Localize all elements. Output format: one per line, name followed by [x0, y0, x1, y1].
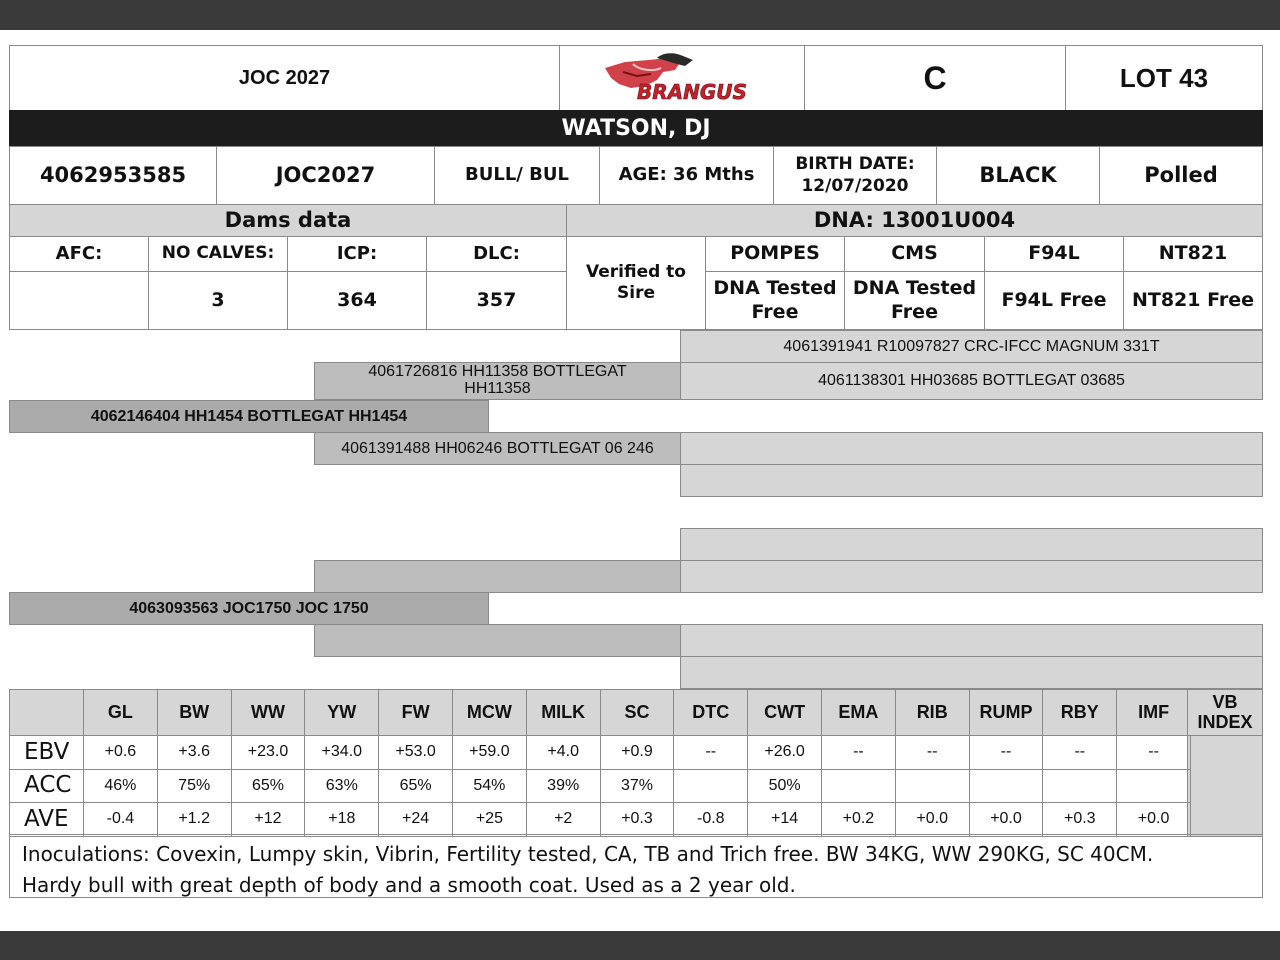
- dams-value-dlc: 357: [426, 271, 567, 330]
- pedigree-sire-sire: 4061726816 HH11358 BOTTLEGAT HH11358: [314, 362, 681, 400]
- header-code: JOC 2027: [9, 45, 560, 111]
- ebv-acc-ww: 65%: [231, 769, 306, 804]
- dams-header-no-calves: NO CALVES:: [148, 236, 288, 272]
- ebv-header-ema: EMA: [821, 689, 896, 736]
- dams-data-title: Dams data: [9, 204, 567, 237]
- ebv-header-milk: MILK: [526, 689, 601, 736]
- dna-verified: Verified to Sire: [566, 236, 706, 330]
- pedigree-sire: 4062146404 HH1454 BOTTLEGAT HH1454: [9, 400, 489, 433]
- ebv-ebv-rump: --: [969, 735, 1044, 770]
- pedigree-dam-sire-sire: [680, 528, 1263, 561]
- ebv-acc-mcw: 54%: [452, 769, 527, 804]
- ebv-acc-yw: 63%: [304, 769, 379, 804]
- ebv-header-dtc: DTC: [673, 689, 748, 736]
- notes-line-1: Inoculations: Covexin, Lumpy skin, Vibrin, Fertility tested, CA, TB and Trich free. BW 34KG, WW 290KG, SC 40CM.: [22, 842, 1154, 866]
- birth-date-label: BIRTH DATE:: [795, 154, 915, 175]
- ebv-acc-sc: 37%: [600, 769, 675, 804]
- ebv-acc-rib: [895, 769, 970, 804]
- ebv-ebv-yw: +34.0: [304, 735, 379, 770]
- pedigree-dam-dam-sire: [680, 624, 1263, 657]
- ebv-ave-mcw: +25: [452, 802, 527, 837]
- pedigree-sire-sire-sire: 4061391941 R10097827 CRC-IFCC MAGNUM 331T: [680, 330, 1263, 363]
- animal-age: AGE: 36 Mths: [599, 146, 774, 205]
- ebv-ebv-milk: +4.0: [526, 735, 601, 770]
- ebv-ave-sc: +0.3: [600, 802, 675, 837]
- ebv-acc-dtc: [673, 769, 748, 804]
- dna-test-f94l-result: F94L Free: [984, 271, 1124, 330]
- ebv-header-ww: WW: [231, 689, 306, 736]
- ebv-ave-ww: +12: [231, 802, 306, 837]
- ebv-acc-imf: [1116, 769, 1191, 804]
- dna-title: DNA: 13001U004: [566, 204, 1263, 237]
- dna-test-nt821-name: NT821: [1123, 236, 1263, 272]
- pedigree-sire-dam-dam: [680, 464, 1263, 497]
- pedigree-sire-dam: 4061391488 HH06246 BOTTLEGAT 06 246: [314, 432, 681, 465]
- birth-date-value: 12/07/2020: [801, 175, 909, 196]
- ebv-acc-ema: [821, 769, 896, 804]
- ebv-ave-gl: -0.4: [83, 802, 158, 837]
- ebv-ave-imf: +0.0: [1116, 802, 1191, 837]
- ebv-ebv-bw: +3.6: [157, 735, 232, 770]
- ebv-acc-bw: 75%: [157, 769, 232, 804]
- ebv-header-gl: GL: [83, 689, 158, 736]
- ebv-row-label-ebv: EBV: [9, 735, 84, 770]
- animal-color: BLACK: [936, 146, 1100, 205]
- ebv-ebv-imf: --: [1116, 735, 1191, 770]
- ebv-header-mcw: MCW: [452, 689, 527, 736]
- ebv-ave-rby: +0.3: [1042, 802, 1117, 837]
- ebv-corner-cell: [9, 689, 84, 736]
- ebv-ave-ema: +0.2: [821, 802, 896, 837]
- ebv-ave-cwt: +14: [747, 802, 822, 837]
- ebv-ave-dtc: -0.8: [673, 802, 748, 837]
- ebv-ave-rib: +0.0: [895, 802, 970, 837]
- dna-test-nt821-result: NT821 Free: [1123, 271, 1263, 330]
- ebv-ebv-rby: --: [1042, 735, 1117, 770]
- notes: [9, 834, 1263, 898]
- ebv-acc-rby: [1042, 769, 1117, 804]
- ebv-header-rib: RIB: [895, 689, 970, 736]
- pedigree-dam-dam-dam: [680, 656, 1263, 689]
- ebv-row-label-acc: ACC: [9, 769, 84, 804]
- vb-index-value: [1187, 735, 1263, 837]
- bottom-frame-bar: [0, 931, 1280, 960]
- ebv-header-yw: YW: [304, 689, 379, 736]
- lot-number: LOT 43: [1065, 45, 1263, 111]
- ebv-ave-bw: +1.2: [157, 802, 232, 837]
- ebv-header-sc: SC: [600, 689, 675, 736]
- pedigree-dam-sire: [314, 560, 681, 593]
- ebv-acc-fw: 65%: [378, 769, 453, 804]
- owner-name: WATSON, DJ: [9, 110, 1263, 147]
- grade: C: [804, 45, 1066, 111]
- dna-test-pompes-result: DNA Tested Free: [705, 271, 845, 330]
- ebv-ebv-dtc: --: [673, 735, 748, 770]
- ebv-ebv-ww: +23.0: [231, 735, 306, 770]
- top-frame-bar: [0, 0, 1280, 30]
- ebv-ave-rump: +0.0: [969, 802, 1044, 837]
- ebv-ebv-cwt: +26.0: [747, 735, 822, 770]
- animal-id: 4062953585: [9, 146, 217, 205]
- dna-test-f94l-name: F94L: [984, 236, 1124, 272]
- dams-header-afc: AFC:: [9, 236, 149, 272]
- dams-value-no-calves: 3: [148, 271, 288, 330]
- ebv-acc-rump: [969, 769, 1044, 804]
- ebv-header-vb-index: VB INDEX: [1187, 689, 1263, 736]
- ebv-header-cwt: CWT: [747, 689, 822, 736]
- ebv-header-fw: FW: [378, 689, 453, 736]
- brangus-logo: [559, 45, 805, 111]
- dams-header-icp: ICP:: [287, 236, 427, 272]
- logo-text: BRANGUS: [637, 80, 747, 104]
- animal-sex: BULL/ BUL: [434, 146, 600, 205]
- dams-header-dlc: DLC:: [426, 236, 567, 272]
- ebv-ebv-rib: --: [895, 735, 970, 770]
- ebv-acc-gl: 46%: [83, 769, 158, 804]
- ebv-acc-cwt: 50%: [747, 769, 822, 804]
- ebv-header-bw: BW: [157, 689, 232, 736]
- ebv-row-label-ave: AVE: [9, 802, 84, 837]
- ebv-acc-milk: 39%: [526, 769, 601, 804]
- ebv-ebv-gl: +0.6: [83, 735, 158, 770]
- ebv-header-rump: RUMP: [969, 689, 1044, 736]
- pedigree-dam-sire-dam: [680, 560, 1263, 593]
- ebv-ebv-mcw: +59.0: [452, 735, 527, 770]
- notes-line-2: Hardy bull with great depth of body and a smooth coat. Used as a 2 year old.: [22, 873, 796, 897]
- ebv-ave-fw: +24: [378, 802, 453, 837]
- ebv-ave-yw: +18: [304, 802, 379, 837]
- dna-test-cms-name: CMS: [844, 236, 985, 272]
- ebv-header-imf: IMF: [1116, 689, 1191, 736]
- ebv-header-rby: RBY: [1042, 689, 1117, 736]
- ebv-ebv-sc: +0.9: [600, 735, 675, 770]
- dna-test-pompes-name: POMPES: [705, 236, 845, 272]
- bull-head-icon: [597, 50, 767, 106]
- dams-value-icp: 364: [287, 271, 427, 330]
- birth-date-cell: [773, 146, 937, 205]
- dna-test-cms-result: DNA Tested Free: [844, 271, 985, 330]
- ebv-ebv-ema: --: [821, 735, 896, 770]
- pedigree-dam-dam: [314, 624, 681, 657]
- animal-horn: Polled: [1099, 146, 1263, 205]
- ebv-ave-milk: +2: [526, 802, 601, 837]
- pedigree-sire-dam-sire: [680, 432, 1263, 465]
- dams-value-afc: [9, 271, 149, 330]
- animal-code: JOC2027: [216, 146, 435, 205]
- ebv-ebv-fw: +53.0: [378, 735, 453, 770]
- pedigree-sire-sire-dam: 4061138301 HH03685 BOTTLEGAT 03685: [680, 362, 1263, 400]
- pedigree-dam: 4063093563 JOC1750 JOC 1750: [9, 592, 489, 625]
